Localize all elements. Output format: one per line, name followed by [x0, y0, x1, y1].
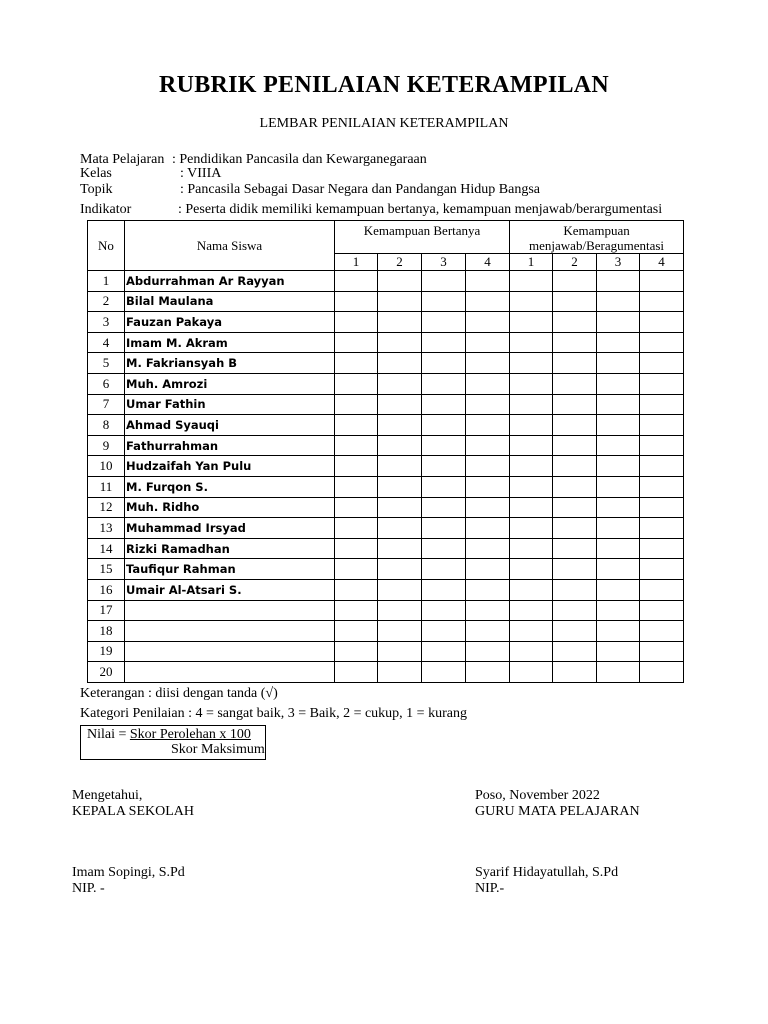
- formula-prefix: Nilai =: [87, 727, 130, 742]
- table-row: [88, 435, 684, 456]
- score-cell[interactable]: [422, 476, 466, 497]
- left-name: Imam Sopingi, S.Pd: [72, 865, 185, 880]
- score-cell[interactable]: [597, 373, 640, 394]
- score-cell[interactable]: [422, 600, 466, 621]
- score-cell[interactable]: [378, 332, 422, 353]
- row-number: 2: [88, 291, 125, 312]
- score-cell[interactable]: [378, 559, 422, 580]
- score-header: 4: [466, 254, 510, 271]
- assessment-table: [87, 220, 684, 683]
- table-row: [88, 353, 684, 374]
- score-cell[interactable]: [553, 373, 597, 394]
- score-cell[interactable]: [510, 353, 553, 374]
- row-number: 10: [88, 456, 125, 477]
- keterangan-note: Keterangan : diisi dengan tanda (√): [80, 686, 278, 701]
- row-number: 20: [88, 662, 125, 683]
- left-nip: NIP. -: [72, 881, 105, 896]
- score-cell[interactable]: [466, 641, 510, 662]
- score-cell[interactable]: [553, 662, 597, 683]
- score-cell[interactable]: [335, 373, 378, 394]
- score-cell[interactable]: [597, 271, 640, 292]
- info-topik: [80, 182, 680, 198]
- header-kemampuan-menjawab-line2: menjawab/Beragumentasi: [529, 238, 665, 253]
- score-cell[interactable]: [553, 579, 597, 600]
- score-cell[interactable]: [422, 332, 466, 353]
- score-header: 3: [597, 254, 640, 271]
- score-cell[interactable]: [466, 518, 510, 539]
- score-cell[interactable]: [378, 518, 422, 539]
- score-header: 2: [553, 254, 597, 271]
- row-number: 19: [88, 641, 125, 662]
- info-kelas: [80, 166, 680, 182]
- table-row: [88, 538, 684, 559]
- score-cell[interactable]: [335, 538, 378, 559]
- score-cell[interactable]: [640, 579, 684, 600]
- table-row: [88, 332, 684, 353]
- score-cell[interactable]: [466, 353, 510, 374]
- row-number: 6: [88, 373, 125, 394]
- student-name: Fathurrahman: [125, 435, 335, 456]
- student-name: [125, 600, 335, 621]
- row-number: 11: [88, 476, 125, 497]
- score-cell[interactable]: [553, 415, 597, 436]
- header-kemampuan-menjawab: [510, 221, 684, 254]
- signature-left-name: [72, 865, 185, 897]
- score-cell[interactable]: [378, 579, 422, 600]
- score-cell[interactable]: [422, 538, 466, 559]
- score-cell[interactable]: [510, 456, 553, 477]
- score-cell[interactable]: [553, 518, 597, 539]
- score-cell[interactable]: [553, 641, 597, 662]
- score-cell[interactable]: [466, 435, 510, 456]
- score-cell[interactable]: [335, 456, 378, 477]
- score-cell[interactable]: [597, 415, 640, 436]
- table-row: [88, 415, 684, 436]
- score-cell[interactable]: [510, 600, 553, 621]
- score-cell[interactable]: [335, 518, 378, 539]
- score-cell[interactable]: [335, 600, 378, 621]
- right-nip: NIP.-: [475, 881, 505, 896]
- table-row: [88, 394, 684, 415]
- student-name: M. Furqon S.: [125, 476, 335, 497]
- score-cell[interactable]: [597, 312, 640, 333]
- score-cell[interactable]: [553, 559, 597, 580]
- student-name: [125, 662, 335, 683]
- score-cell[interactable]: [553, 271, 597, 292]
- score-cell[interactable]: [466, 271, 510, 292]
- score-cell[interactable]: [597, 662, 640, 683]
- score-cell[interactable]: [378, 497, 422, 518]
- score-cell[interactable]: [597, 353, 640, 374]
- score-cell[interactable]: [335, 579, 378, 600]
- score-cell[interactable]: [510, 394, 553, 415]
- score-cell[interactable]: [378, 415, 422, 436]
- score-cell[interactable]: [597, 332, 640, 353]
- score-cell[interactable]: [510, 312, 553, 333]
- row-number: 3: [88, 312, 125, 333]
- topik-label: Topik: [80, 182, 113, 197]
- row-number: 8: [88, 415, 125, 436]
- score-cell[interactable]: [422, 641, 466, 662]
- score-cell[interactable]: [466, 476, 510, 497]
- score-cell[interactable]: [335, 662, 378, 683]
- score-cell[interactable]: [422, 518, 466, 539]
- row-number: 7: [88, 394, 125, 415]
- score-cell[interactable]: [335, 332, 378, 353]
- table-row: [88, 497, 684, 518]
- header-no: No: [88, 221, 125, 271]
- formula-box: [80, 725, 266, 760]
- document-title: RUBRIK PENILAIAN KETERAMPILAN: [158, 72, 610, 98]
- table-row: [88, 373, 684, 394]
- header-kemampuan-menjawab-line1: Kemampuan: [563, 223, 630, 238]
- row-number: 14: [88, 538, 125, 559]
- topik-value: : Pancasila Sebagai Dasar Negara dan Pandangan Hidup Bangsa: [180, 182, 540, 197]
- score-cell[interactable]: [553, 435, 597, 456]
- score-cell[interactable]: [640, 394, 684, 415]
- score-cell[interactable]: [378, 456, 422, 477]
- row-number: 13: [88, 518, 125, 539]
- score-cell[interactable]: [335, 435, 378, 456]
- score-cell[interactable]: [553, 332, 597, 353]
- student-name: Taufiqur Rahman: [125, 559, 335, 580]
- score-cell[interactable]: [640, 559, 684, 580]
- signature-right: [475, 788, 640, 820]
- score-cell[interactable]: [378, 435, 422, 456]
- right-line2: GURU MATA PELAJARAN: [475, 804, 640, 819]
- student-name: Rizki Ramadhan: [125, 538, 335, 559]
- indikator-value: : Peserta didik memiliki kemampuan bertanya, kemampuan menjawab/berargumentasi: [178, 202, 663, 217]
- score-cell[interactable]: [466, 394, 510, 415]
- score-cell[interactable]: [378, 621, 422, 642]
- right-name: Syarif Hidayatullah, S.Pd: [475, 865, 619, 880]
- score-cell[interactable]: [597, 435, 640, 456]
- score-cell[interactable]: [510, 662, 553, 683]
- score-cell[interactable]: [422, 415, 466, 436]
- score-cell[interactable]: [378, 476, 422, 497]
- score-cell[interactable]: [335, 476, 378, 497]
- student-name: Fauzan Pakaya: [125, 312, 335, 333]
- formula-line: [87, 727, 251, 743]
- score-cell[interactable]: [640, 621, 684, 642]
- table-row: [88, 312, 684, 333]
- row-number: 16: [88, 579, 125, 600]
- score-cell[interactable]: [422, 559, 466, 580]
- score-cell[interactable]: [597, 456, 640, 477]
- score-cell[interactable]: [510, 435, 553, 456]
- score-header: 1: [335, 254, 378, 271]
- score-cell[interactable]: [378, 353, 422, 374]
- score-cell[interactable]: [597, 600, 640, 621]
- student-name: Ahmad Syauqi: [125, 415, 335, 436]
- score-cell[interactable]: [510, 373, 553, 394]
- score-cell[interactable]: [422, 579, 466, 600]
- score-cell[interactable]: [553, 394, 597, 415]
- score-cell[interactable]: [640, 538, 684, 559]
- score-cell[interactable]: [597, 641, 640, 662]
- score-cell[interactable]: [640, 456, 684, 477]
- score-cell[interactable]: [597, 291, 640, 312]
- score-cell[interactable]: [466, 559, 510, 580]
- score-cell[interactable]: [335, 291, 378, 312]
- score-cell[interactable]: [510, 518, 553, 539]
- formula-numerator: Skor Perolehan x 100: [129, 727, 251, 742]
- mapel-label: Mata Pelajaran: [80, 152, 165, 167]
- score-cell[interactable]: [466, 373, 510, 394]
- score-header: 4: [640, 254, 684, 271]
- score-cell[interactable]: [378, 662, 422, 683]
- score-cell[interactable]: [640, 312, 684, 333]
- score-cell[interactable]: [422, 291, 466, 312]
- score-cell[interactable]: [335, 312, 378, 333]
- row-number: 4: [88, 332, 125, 353]
- score-cell[interactable]: [422, 435, 466, 456]
- score-cell[interactable]: [553, 497, 597, 518]
- score-cell[interactable]: [466, 497, 510, 518]
- score-cell[interactable]: [510, 291, 553, 312]
- score-cell[interactable]: [466, 621, 510, 642]
- score-cell[interactable]: [466, 312, 510, 333]
- score-cell[interactable]: [422, 271, 466, 292]
- score-cell[interactable]: [640, 373, 684, 394]
- score-cell[interactable]: [510, 621, 553, 642]
- student-name: [125, 621, 335, 642]
- student-name: Muh. Amrozi: [125, 373, 335, 394]
- score-cell[interactable]: [510, 497, 553, 518]
- row-number: 15: [88, 559, 125, 580]
- student-name: Umar Fathin: [125, 394, 335, 415]
- score-cell[interactable]: [640, 497, 684, 518]
- score-header: 1: [510, 254, 553, 271]
- score-cell[interactable]: [640, 662, 684, 683]
- table-row: [88, 621, 684, 642]
- score-cell[interactable]: [553, 312, 597, 333]
- header-kemampuan-bertanya: Kemampuan Bertanya: [335, 221, 510, 254]
- score-cell[interactable]: [466, 538, 510, 559]
- document-subtitle: LEMBAR PENILAIAN KETERAMPILAN: [259, 116, 509, 131]
- score-cell[interactable]: [422, 394, 466, 415]
- score-cell[interactable]: [378, 312, 422, 333]
- signature-left: [72, 788, 194, 820]
- score-cell[interactable]: [640, 332, 684, 353]
- signature-right-name: [475, 865, 618, 897]
- score-cell[interactable]: [553, 456, 597, 477]
- score-cell[interactable]: [597, 538, 640, 559]
- score-header: 3: [422, 254, 466, 271]
- score-cell[interactable]: [553, 476, 597, 497]
- score-cell[interactable]: [597, 394, 640, 415]
- score-cell[interactable]: [422, 621, 466, 642]
- score-cell[interactable]: [510, 415, 553, 436]
- score-cell[interactable]: [335, 415, 378, 436]
- student-name: Abdurrahman Ar Rayyan: [125, 271, 335, 292]
- table-row: [88, 476, 684, 497]
- score-cell[interactable]: [510, 579, 553, 600]
- indikator-label: Indikator: [80, 202, 132, 217]
- score-header: 2: [378, 254, 422, 271]
- score-cell[interactable]: [378, 600, 422, 621]
- row-number: 5: [88, 353, 125, 374]
- score-cell[interactable]: [466, 579, 510, 600]
- score-cell[interactable]: [597, 497, 640, 518]
- score-cell[interactable]: [510, 538, 553, 559]
- score-cell[interactable]: [335, 394, 378, 415]
- score-cell[interactable]: [640, 291, 684, 312]
- score-cell[interactable]: [640, 435, 684, 456]
- table-row: [88, 579, 684, 600]
- row-number: 12: [88, 497, 125, 518]
- header-nama-siswa: Nama Siswa: [125, 221, 335, 271]
- student-name: [125, 641, 335, 662]
- score-cell[interactable]: [422, 456, 466, 477]
- score-cell[interactable]: [597, 518, 640, 539]
- right-line1: Poso, November 2022: [475, 788, 600, 803]
- row-number: 9: [88, 435, 125, 456]
- score-cell[interactable]: [422, 662, 466, 683]
- score-cell[interactable]: [510, 476, 553, 497]
- score-cell[interactable]: [597, 621, 640, 642]
- score-cell[interactable]: [466, 332, 510, 353]
- table-row: [88, 271, 684, 292]
- student-name: Muhammad Irsyad: [125, 518, 335, 539]
- score-cell[interactable]: [466, 662, 510, 683]
- score-cell[interactable]: [422, 312, 466, 333]
- score-cell[interactable]: [422, 373, 466, 394]
- score-cell[interactable]: [335, 497, 378, 518]
- table-row: [88, 662, 684, 683]
- score-cell[interactable]: [378, 373, 422, 394]
- student-name: M. Fakriansyah B: [125, 353, 335, 374]
- score-cell[interactable]: [422, 353, 466, 374]
- score-cell[interactable]: [335, 641, 378, 662]
- score-cell[interactable]: [335, 271, 378, 292]
- score-cell[interactable]: [466, 291, 510, 312]
- row-number: 18: [88, 621, 125, 642]
- score-cell[interactable]: [510, 559, 553, 580]
- score-cell[interactable]: [640, 476, 684, 497]
- student-name: Bilal Maulana: [125, 291, 335, 312]
- score-cell[interactable]: [510, 332, 553, 353]
- score-cell[interactable]: [597, 476, 640, 497]
- score-cell[interactable]: [640, 641, 684, 662]
- row-number: 1: [88, 271, 125, 292]
- score-cell[interactable]: [466, 456, 510, 477]
- score-cell[interactable]: [640, 600, 684, 621]
- score-cell[interactable]: [640, 271, 684, 292]
- score-cell[interactable]: [335, 353, 378, 374]
- score-cell[interactable]: [378, 641, 422, 662]
- mapel-value: : Pendidikan Pancasila dan Kewarganegaraan: [172, 152, 427, 167]
- score-cell[interactable]: [553, 353, 597, 374]
- student-name: Muh. Ridho: [125, 497, 335, 518]
- table-row: [88, 456, 684, 477]
- score-cell[interactable]: [640, 353, 684, 374]
- kelas-label: Kelas: [80, 166, 112, 181]
- info-indikator: [80, 202, 690, 218]
- row-number: 17: [88, 600, 125, 621]
- score-cell[interactable]: [335, 559, 378, 580]
- score-cell[interactable]: [553, 621, 597, 642]
- score-cell[interactable]: [422, 497, 466, 518]
- kelas-value: : VIIIA: [180, 166, 222, 181]
- score-cell[interactable]: [378, 291, 422, 312]
- score-cell[interactable]: [335, 621, 378, 642]
- table-row: [88, 559, 684, 580]
- formula-denominator: Skor Maksimum: [171, 742, 265, 757]
- score-cell[interactable]: [597, 559, 640, 580]
- score-cell[interactable]: [597, 579, 640, 600]
- student-name: Umair Al-Atsari S.: [125, 579, 335, 600]
- table-row: [88, 291, 684, 312]
- left-line2: KEPALA SEKOLAH: [72, 804, 194, 819]
- student-name: Imam M. Akram: [125, 332, 335, 353]
- score-cell[interactable]: [510, 271, 553, 292]
- table-row: [88, 641, 684, 662]
- student-name: Hudzaifah Yan Pulu: [125, 456, 335, 477]
- score-cell[interactable]: [466, 415, 510, 436]
- table-row: [88, 600, 684, 621]
- left-line1: Mengetahui,: [72, 788, 143, 803]
- score-cell[interactable]: [553, 291, 597, 312]
- score-cell[interactable]: [640, 415, 684, 436]
- score-cell[interactable]: [466, 600, 510, 621]
- score-cell[interactable]: [378, 271, 422, 292]
- kategori-note: Kategori Penilaian : 4 = sangat baik, 3 = Baik, 2 = cukup, 1 = kurang: [80, 706, 467, 721]
- score-cell[interactable]: [553, 538, 597, 559]
- table-row: [88, 518, 684, 539]
- score-cell[interactable]: [510, 641, 553, 662]
- score-cell[interactable]: [378, 538, 422, 559]
- score-cell[interactable]: [553, 600, 597, 621]
- score-cell[interactable]: [378, 394, 422, 415]
- score-cell[interactable]: [640, 518, 684, 539]
